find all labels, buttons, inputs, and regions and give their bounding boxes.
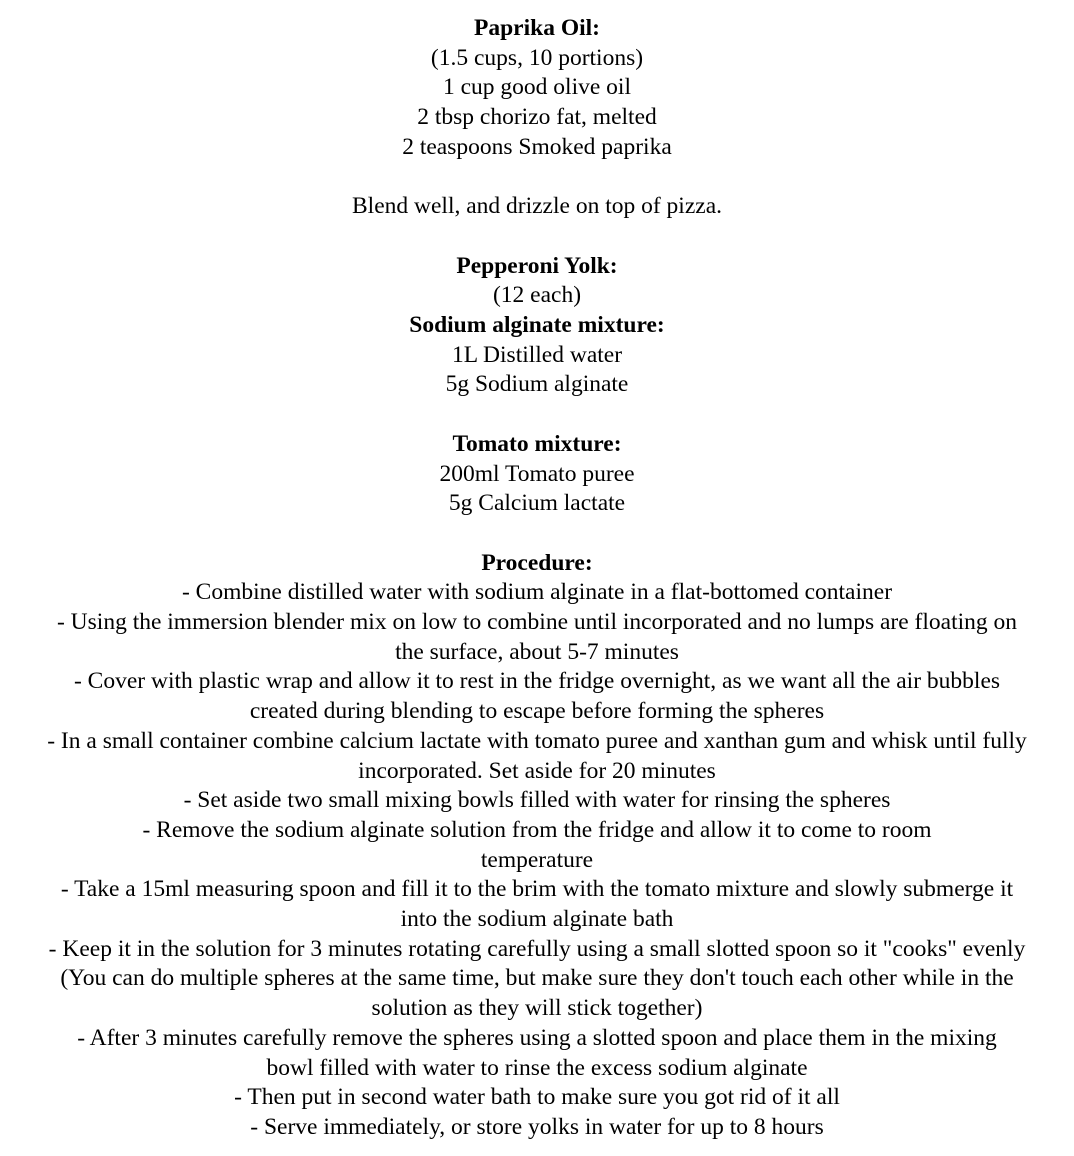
- sodium-alginate-heading: Sodium alginate mixture:: [409, 312, 665, 338]
- paprika-oil-ingredient: 2 tbsp chorizo fat, melted: [417, 104, 657, 131]
- paprika-oil-heading: Paprika Oil:: [474, 15, 600, 41]
- pepperoni-yolk-heading: Pepperoni Yolk:: [456, 252, 618, 279]
- procedure-step: - Cover with plastic wrap and allow it to rest in the fridge overnight, as we want all the air bubbles created during blending to escape before forming the spheres: [73, 668, 1001, 725]
- procedure-step: - Take a 15ml measuring spoon and fill it to the brim with the tomato mixture and slowly submerge it into the sodium alginate bath: [60, 876, 1014, 933]
- sodium-alginate-ingredient: 5g Sodium alginate: [445, 371, 629, 398]
- procedure-step: - Using the immersion blender mix on low to combine until incorporated and no lumps are floating on the surface, about 5-7 minutes: [56, 609, 1018, 665]
- paprika-oil-yield: (1.5 cups, 10 portions): [430, 44, 644, 71]
- procedure-step: - Then put in second water bath to make sure you got rid of it all: [234, 1084, 840, 1111]
- procedure-step: - Combine distilled water with sodium alginate in a flat-bottomed container: [181, 579, 893, 606]
- procedure-step: - Serve immediately, or store yolks in water for up to 8 hours: [250, 1113, 824, 1140]
- tomato-mixture-ingredient: 200ml Tomato puree: [439, 460, 635, 487]
- procedure-step: - Remove the sodium alginate solution from the fridge and allow it to come to room temperature: [142, 816, 932, 873]
- spacer: [0, 222, 1074, 252]
- spacer: [0, 400, 1074, 430]
- procedure-step: - After 3 minutes carefully remove the spheres using a slotted spoon and place them in the mixing bowl filled with water to rinse the excess sodium alginate: [77, 1024, 997, 1081]
- tomato-mixture-ingredient: 5g Calcium lactate: [448, 490, 626, 517]
- spacer: [0, 519, 1074, 549]
- paprika-oil-ingredient: 1 cup good olive oil: [443, 74, 631, 101]
- procedure-heading: Procedure:: [481, 549, 593, 576]
- procedure-step: - In a small container combine calcium lactate with tomato puree and xanthan gum and whisk until fully incorporated. Set aside for 20 minutes: [47, 727, 1027, 784]
- paprika-oil-ingredient: 2 teaspoons Smoked paprika: [402, 133, 672, 160]
- spacer: [0, 163, 1074, 193]
- sodium-alginate-ingredient: 1L Distilled water: [451, 341, 623, 368]
- recipe-document: [0, 14, 1074, 1143]
- procedure-step: - Keep it in the solution for 3 minutes rotating carefully using a small slotted spoon so it "cooks" evenly (You can do multiple spheres at the same time, but make sure they don't touch each other while in the solution as they will stick together): [48, 935, 1026, 1022]
- paprika-oil-instruction: Blend well, and drizzle on top of pizza.: [352, 193, 722, 220]
- tomato-mixture-heading: Tomato mixture:: [452, 430, 622, 457]
- procedure-step: - Set aside two small mixing bowls filled with water for rinsing the spheres: [183, 787, 891, 814]
- pepperoni-yolk-yield: (12 each): [492, 282, 582, 309]
